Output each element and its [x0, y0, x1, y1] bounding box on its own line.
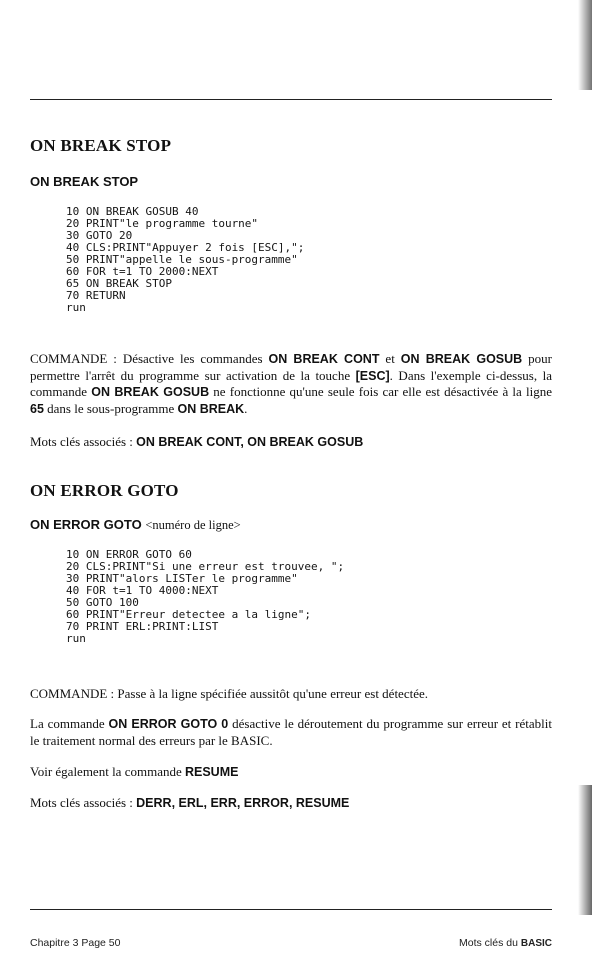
syntax-keyword: ON BREAK STOP: [30, 174, 139, 189]
section-heading-on-error-goto: ON ERROR GOTO: [30, 481, 179, 500]
code-listing-on-error-goto: 10 ON ERROR GOTO 60 20 CLS:PRINT"Si une erreur est trouvee, "; 30 PRINT"alors LISTer le programme" 40 FOR t=1 TO 4000:NEXT 50 GOTO 100 60 PRINT"Erreur detectee a la ligne"; 70 PRINT ERL:PRINT:LIST run: [66, 548, 345, 645]
section-heading-on-break-stop: ON BREAK STOP: [30, 136, 172, 155]
note-paragraph: La commande ON ERROR GOTO 0 désactive le déroutement du programme sur erreur et rétablit le traitement normal des erreurs par le BASIC.: [30, 716, 552, 748]
see-also-line: Voir également la commande RESUME: [30, 764, 239, 779]
scan-edge-shadow: [578, 785, 592, 915]
syntax-argument: <numéro de ligne>: [145, 518, 241, 532]
related-keywords: Mots clés associés : ON BREAK CONT, ON BREAK GOSUB: [30, 434, 364, 449]
bottom-rule: [30, 909, 552, 910]
page-footer-title: Mots clés du BASIC: [459, 937, 552, 949]
description-paragraph: COMMANDE : Désactive les commandes ON BREAK CONT et ON BREAK GOSUB pour permettre l'arrêt du programme sur activation de la touche [ESC]. Dans l'exemple ci-dessus, la commande ON BREAK GOSUB ne fonctionne qu'une seule fois car elle est désactivée à la ligne 65 dans le sous-programme ON BREAK.: [30, 351, 552, 416]
scan-edge-shadow: [578, 0, 592, 90]
basic-logo: BASIC: [520, 938, 552, 949]
code-listing-on-break-stop: 10 ON BREAK GOSUB 40 20 PRINT"le programme tourne" 30 GOTO 20 40 CLS:PRINT"Appuyer 2 fois [ESC],"; 50 PRINT"appelle le sous-programme" 60 FOR t=1 TO 2000:NEXT 65 ON BREAK STOP 70 RETURN run: [66, 205, 305, 314]
page-footer-chapter: Chapitre 3 Page 50: [30, 937, 121, 949]
description-paragraph: COMMANDE : Passe à la ligne spécifiée aussitôt qu'une erreur est détectée.: [30, 686, 428, 701]
related-keywords: Mots clés associés : DERR, ERL, ERR, ERROR, RESUME: [30, 795, 350, 810]
syntax-line: [30, 174, 138, 189]
syntax-line: [30, 517, 241, 533]
syntax-keyword: ON ERROR GOTO: [30, 517, 142, 532]
top-rule: [30, 99, 552, 100]
